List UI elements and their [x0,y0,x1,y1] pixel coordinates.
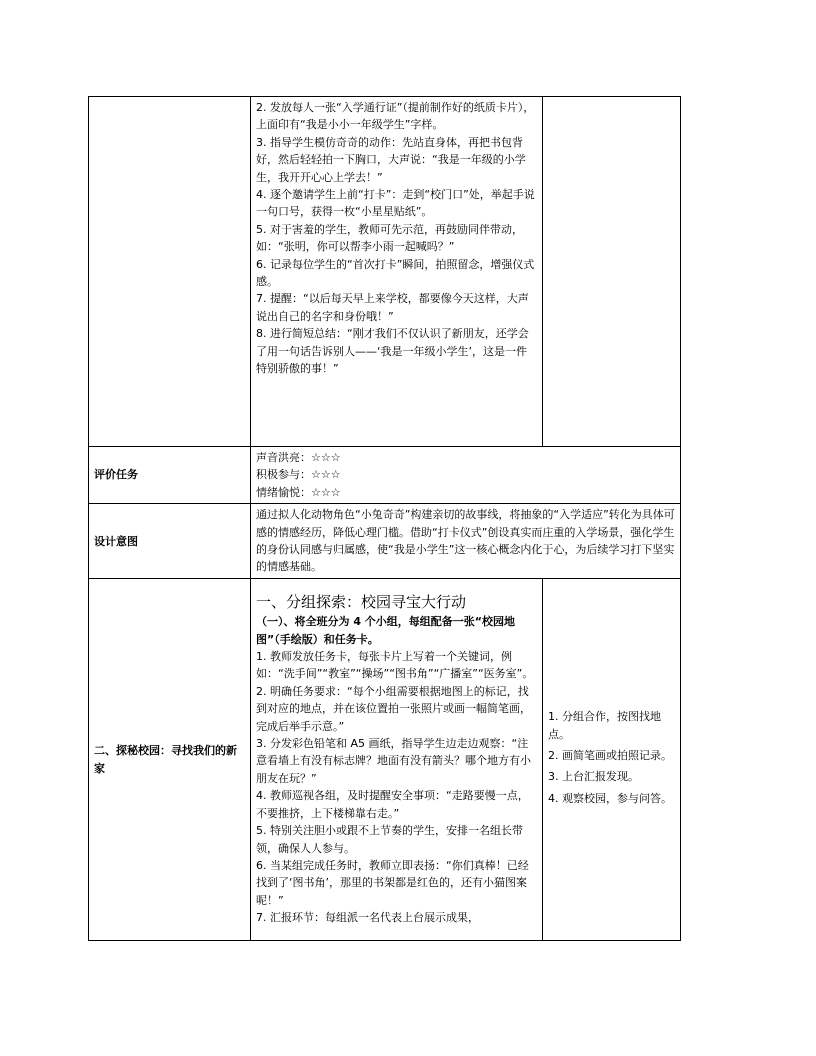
step-item: 4. 教师巡视各组，及时提醒安全事项：“走路要慢一点，不要推挤，上下楼梯靠右走。” [256,789,529,820]
table-row [89,97,681,447]
section-subheading: （一）、将全班分为 4 个小组，每组配备一张“校园地图”（手绘版）和任务卡。 [256,615,516,646]
section-label: 二、探秘校园：寻找我们的新家 [89,579,251,941]
evaluation-item-name: 声音洪亮： [256,451,311,464]
student-activity-cell [543,97,681,447]
evaluation-item [256,466,675,483]
row-label-cell [89,97,251,447]
star-rating: ☆☆☆ [311,451,341,464]
step-item: 6. 当某组完成任务时，教师立即表扬：“你们真棒！已经找到了‘图书角’，那里的书架都是红色的，还有小猫图案呢！” [256,858,529,907]
star-rating: ☆☆☆ [311,485,341,499]
evaluation-item-name: 情绪愉悦： [256,485,311,499]
step-item: 5. 特别关注胆小或跟不上节奏的学生，安排一名组长带领，确保人人参与。 [256,824,523,855]
design-intent-label: 设计意图 [89,504,251,579]
student-activity-item: 2. 画简笔画或拍照记录。 [548,749,672,763]
evaluation-cell [251,447,681,504]
table-row [89,504,681,579]
step-item: 3. 指导学生模仿奇奇的动作：先站直身体，再把书包背好，然后轻轻拍一下胸口，大声说：“我是一年级的小学生，我开开心心上学去！” [256,135,526,184]
step-item: 8. 进行简短总结：“刚才我们不仅认识了新朋友，还学会了用一句话告诉别人——‘我是一年级小学生’，这是一件特别骄傲的事！” [256,327,529,376]
student-activity-item: 1. 分组合作，按图找地点。 [548,710,661,741]
teacher-activity-cell [251,97,543,447]
student-activity-cell [543,579,681,941]
table-row [89,447,681,504]
evaluation-item-name: 积极参与： [256,468,311,482]
step-item: 6. 记录每位学生的“首次打卡”瞬间，拍照留念，增强仪式感。 [256,257,535,289]
step-item: 5. 对于害羞的学生，教师可先示范，再鼓励同伴带动，如：“张明，你可以帮李小雨一起喊吗？” [256,222,523,254]
student-activity-item: 3. 上台汇报发现。 [548,770,639,784]
step-item: 2. 发放每人一张“入学通行证”（提前制作好的纸质卡片），上面印有“我是小小一年级学生”字样。 [256,101,535,132]
step-item: 7. 提醒：“以后每天早上来学校，都要像今天这样，大声说出自己的名字和身份哦！” [256,292,529,323]
step-item: 1. 教师发放任务卡，每张卡片上写着一个关键词，例如：“洗手间”“教室”“操场”“图书角”“广播室”“医务室”。 [256,650,534,681]
step-item: 3. 分发彩色铅笔和 A5 画纸，指导学生边走边观察：“注意看墙上有没有标志牌？地面有没有箭头？哪个地方有小朋友在玩？” [256,737,531,785]
evaluation-label: 评价任务 [89,447,251,504]
student-activity-item: 4. 观察校园，参与问答。 [548,791,672,805]
teacher-activity-cell [251,579,543,941]
table-row [89,579,681,941]
step-item: 4. 逐个邀请学生上前“打卡”：走到“校门口”处，举起手说一句口号，获得一枚“小星星贴纸”。 [256,188,535,219]
step-item: 7. 汇报环节：每组派一名代表上台展示成果， [256,911,479,925]
evaluation-item [256,449,675,466]
section-heading: 一、分组探索：校园寻宝大行动 [256,593,467,612]
star-rating: ☆☆☆ [311,468,341,482]
lesson-plan-table [88,96,681,941]
evaluation-item [256,484,675,501]
design-intent-text: 通过拟人化动物角色“小兔奇奇”构建亲切的故事线，将抽象的“入学适应”转化为具体可感的情感经历，降低心理门槛。借助“打卡仪式”创设真实而庄重的入学场景，强化学生的身份认同感与归属感，使“我是小学生”这一核心概念内化于心，为后续学习打下坚实的情感基础。 [251,504,681,579]
step-item: 2. 明确任务要求：“每个小组需要根据地图上的标记，找到对应的地点，并在该位置拍一张照片或画一幅简笔画，完成后举手示意。” [256,684,531,733]
